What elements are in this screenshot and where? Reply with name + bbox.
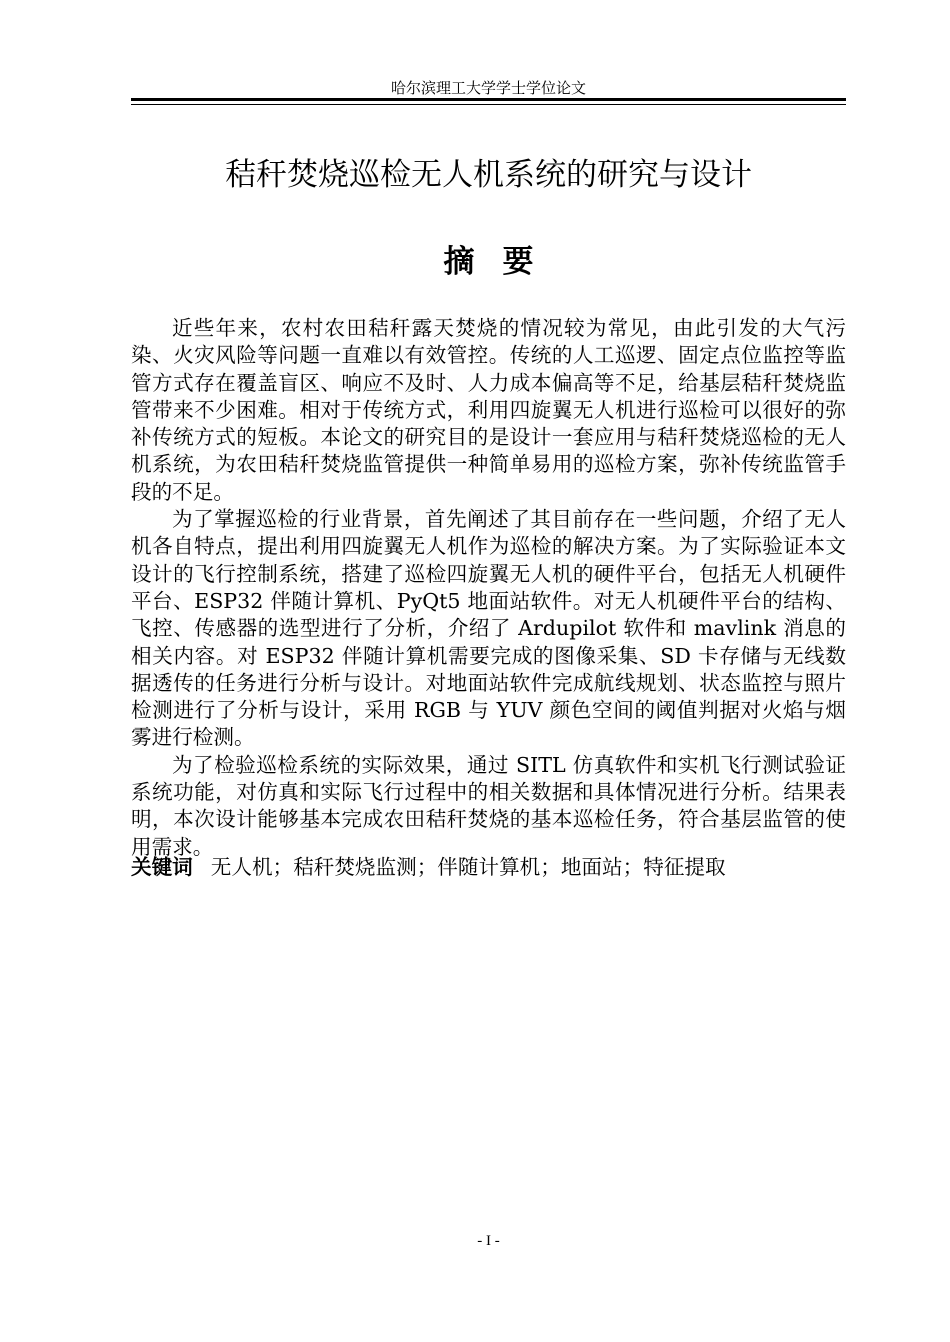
abstract-paragraph-2: 为了掌握巡检的行业背景，首先阐述了其目前存在一些问题，介绍了无人机各自特点，提出利用四旋翼无人机作为巡检的解决方案。为了实际验证本文设计的飞行控制系统，搭建了巡检四旋翼无人机的硬件平台，包括无人机硬件平台、ESP32 伴随计算机、PyQt5 地面站软件。对无人机硬件平台的结构、飞控、传感器的选型进行了分析，介绍了 Ardupilot 软件和 mavlink 消息的相关内容。对 ESP32 伴随计算机需要完成的图像采集、SD 卡存储与无线数据透传的任务进行分析与设计。对地面站软件完成航线规划、状态监控与照片检测进行了分析与设计，采用 RGB 与 YUV 颜色空间的阈值判据对火焰与烟雾进行检测。	[131, 507, 846, 750]
abstract-body	[131, 315, 846, 861]
paper-title: 秸秆焚烧巡检无人机系统的研究与设计	[225, 157, 752, 193]
abstract-heading: 摘要	[443, 244, 562, 280]
header-rule-thick	[131, 98, 846, 101]
keywords-text: 无人机；秸秆焚烧监测；伴随计算机；地面站；特征提取	[210, 855, 726, 879]
keywords	[131, 853, 846, 881]
keywords-label: 关键词	[131, 855, 193, 879]
page-number: - I -	[477, 1233, 500, 1249]
abstract-paragraph-1: 近些年来，农村农田秸秆露天焚烧的情况较为常见，由此引发的大气污染、火灾风险等问题一直难以有效管控。传统的人工巡逻、固定点位监控等监管方式存在覆盖盲区、响应不及时、人力成本偏高等不足，给基层秸秆焚烧监管带来不少困难。相对于传统方式，利用四旋翼无人机进行巡检可以很好的弥补传统方式的短板。本论文的研究目的是设计一套应用与秸秆焚烧巡检的无人机系统，为农田秸秆焚烧监管提供一种简单易用的巡检方案，弥补传统监管手段的不足。	[131, 316, 846, 504]
abstract-paragraph-3: 为了检验巡检系统的实际效果，通过 SITL 仿真软件和实机飞行测试验证系统功能，对仿真和实际飞行过程中的相关数据和具体情况进行分析。结果表明，本次设计能够基本完成农田秸秆焚烧的基本巡检任务，符合基层监管的使用需求。	[131, 752, 846, 859]
running-header: 哈尔滨理工大学学士学位论文	[390, 79, 586, 97]
header-rule-thin	[131, 104, 846, 105]
